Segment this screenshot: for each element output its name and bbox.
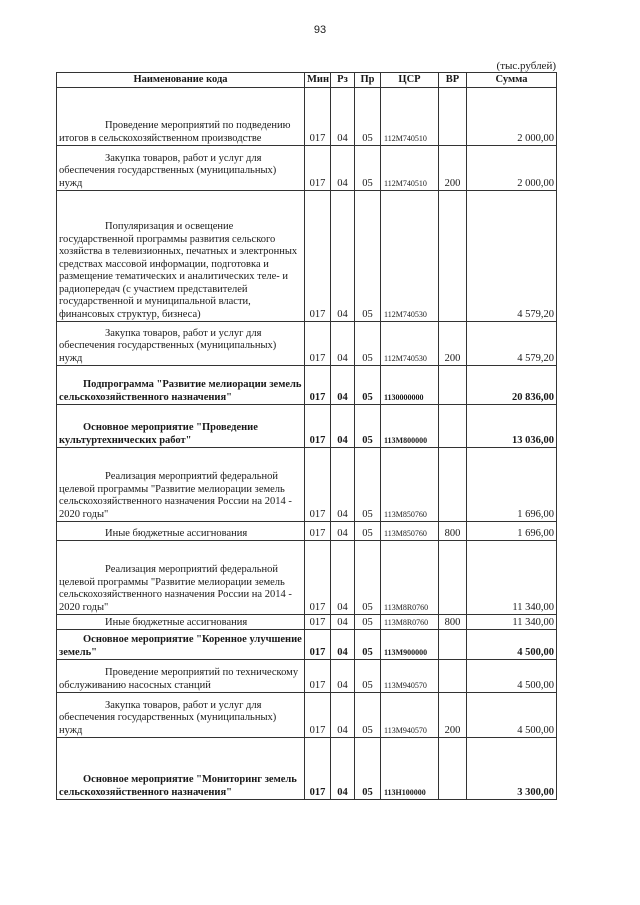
row-sum-cell: 4 579,20	[467, 322, 557, 366]
header-min: Мин	[305, 73, 331, 88]
row-pr-cell: 05	[355, 630, 381, 660]
units-label: (тыс.рублей)	[496, 60, 556, 72]
row-sum-cell: 20 836,00	[467, 366, 557, 405]
row-min-cell: 017	[305, 522, 331, 541]
row-min-cell: 017	[305, 693, 331, 738]
row-vr-cell	[439, 660, 467, 693]
row-sum-cell: 11 340,00	[467, 615, 557, 630]
header-csr: ЦСР	[381, 73, 439, 88]
row-min-cell: 017	[305, 405, 331, 448]
row-pr-cell: 05	[355, 522, 381, 541]
row-name-cell: Иные бюджетные ассигнования	[57, 522, 305, 541]
row-pr-cell: 05	[355, 405, 381, 448]
row-pr-cell: 05	[355, 88, 381, 146]
row-min-cell: 017	[305, 322, 331, 366]
table-header-row	[57, 73, 557, 88]
table-row	[57, 630, 557, 660]
row-rz-cell: 04	[331, 322, 355, 366]
row-vr-cell: 200	[439, 693, 467, 738]
row-sum-cell: 1 696,00	[467, 522, 557, 541]
row-sum-cell: 4 500,00	[467, 630, 557, 660]
row-vr-cell	[439, 191, 467, 322]
row-csr-cell: 113М940570	[381, 660, 439, 693]
row-rz-cell: 04	[331, 630, 355, 660]
row-vr-cell: 200	[439, 322, 467, 366]
row-name-cell: Основное мероприятие "Проведение культуртехнических работ"	[57, 405, 305, 448]
row-rz-cell: 04	[331, 738, 355, 800]
table-row	[57, 615, 557, 630]
row-pr-cell: 05	[355, 366, 381, 405]
row-name-cell: Иные бюджетные ассигнования	[57, 615, 305, 630]
row-vr-cell: 200	[439, 146, 467, 191]
row-min-cell: 017	[305, 630, 331, 660]
row-csr-cell: 112М740530	[381, 322, 439, 366]
row-pr-cell: 05	[355, 322, 381, 366]
row-pr-cell: 05	[355, 541, 381, 615]
row-name-cell: Подпрограмма "Развитие мелиорации земель сельскохозяйственного назначения"	[57, 366, 305, 405]
row-name-cell: Реализация мероприятий федеральной целевой программы "Развитие мелиорации земель сельскохозяйственного назначения России на 2014 - 2020 годы"	[57, 541, 305, 615]
row-csr-cell: 113М8R0760	[381, 541, 439, 615]
row-sum-cell: 13 036,00	[467, 405, 557, 448]
row-vr-cell	[439, 405, 467, 448]
row-min-cell: 017	[305, 660, 331, 693]
row-name-cell: Реализация мероприятий федеральной целевой программы "Развитие мелиорации земель сельскохозяйственного назначения России на 2014 - 2020 годы"	[57, 448, 305, 522]
table-row	[57, 693, 557, 738]
row-rz-cell: 04	[331, 405, 355, 448]
row-sum-cell: 4 500,00	[467, 693, 557, 738]
row-pr-cell: 05	[355, 738, 381, 800]
row-csr-cell: 113М940570	[381, 693, 439, 738]
row-csr-cell: 113М900000	[381, 630, 439, 660]
row-csr-cell: 112М740510	[381, 146, 439, 191]
row-vr-cell: 800	[439, 615, 467, 630]
table-row	[57, 146, 557, 191]
row-pr-cell: 05	[355, 146, 381, 191]
header-sum: Сумма	[467, 73, 557, 88]
row-rz-cell: 04	[331, 693, 355, 738]
table-row	[57, 541, 557, 615]
table-row	[57, 191, 557, 322]
row-min-cell: 017	[305, 366, 331, 405]
row-vr-cell: 800	[439, 522, 467, 541]
row-vr-cell	[439, 448, 467, 522]
header-pr: Пр	[355, 73, 381, 88]
row-vr-cell	[439, 366, 467, 405]
row-rz-cell: 04	[331, 448, 355, 522]
row-rz-cell: 04	[331, 88, 355, 146]
row-sum-cell: 4 579,20	[467, 191, 557, 322]
row-sum-cell: 4 500,00	[467, 660, 557, 693]
row-min-cell: 017	[305, 615, 331, 630]
header-name: Наименование кода	[57, 73, 305, 88]
row-name-cell: Основное мероприятие "Коренное улучшение земель"	[57, 630, 305, 660]
row-pr-cell: 05	[355, 448, 381, 522]
row-vr-cell	[439, 738, 467, 800]
table-row	[57, 322, 557, 366]
row-sum-cell: 11 340,00	[467, 541, 557, 615]
table-row	[57, 738, 557, 800]
table-row	[57, 448, 557, 522]
row-min-cell: 017	[305, 541, 331, 615]
row-vr-cell	[439, 541, 467, 615]
row-name-cell: Проведение мероприятий по техническому обслуживанию насосных станций	[57, 660, 305, 693]
row-rz-cell: 04	[331, 522, 355, 541]
row-rz-cell: 04	[331, 660, 355, 693]
row-pr-cell: 05	[355, 693, 381, 738]
row-sum-cell: 2 000,00	[467, 146, 557, 191]
row-csr-cell: 113М800000	[381, 405, 439, 448]
row-name-cell: Закупка товаров, работ и услуг для обеспечения государственных (муниципальных) нужд	[57, 322, 305, 366]
row-rz-cell: 04	[331, 366, 355, 405]
header-rz: Рз	[331, 73, 355, 88]
table-row	[57, 88, 557, 146]
row-min-cell: 017	[305, 738, 331, 800]
row-csr-cell: 113М850760	[381, 448, 439, 522]
row-rz-cell: 04	[331, 541, 355, 615]
header-vr: ВР	[439, 73, 467, 88]
row-rz-cell: 04	[331, 191, 355, 322]
table-row	[57, 405, 557, 448]
table-row	[57, 522, 557, 541]
row-min-cell: 017	[305, 191, 331, 322]
row-min-cell: 017	[305, 146, 331, 191]
page-number: 93	[313, 24, 327, 36]
row-name-cell: Популяризация и освещение государственной программы развития сельского хозяйства в телевизионных, печатных и электронных средствах массовой информации, подготовка и размещение тематических и аналитических теле- и радиопередач (с участием представителей государственной и муниципальной власти, финансовых структур, бизнеса)	[57, 191, 305, 322]
table-row	[57, 660, 557, 693]
budget-table	[56, 72, 557, 800]
row-name-cell: Закупка товаров, работ и услуг для обеспечения государственных (муниципальных) нужд	[57, 146, 305, 191]
row-csr-cell: 1130000000	[381, 366, 439, 405]
row-rz-cell: 04	[331, 146, 355, 191]
table-row	[57, 366, 557, 405]
row-min-cell: 017	[305, 88, 331, 146]
row-rz-cell: 04	[331, 615, 355, 630]
row-vr-cell	[439, 88, 467, 146]
row-sum-cell: 3 300,00	[467, 738, 557, 800]
row-csr-cell: 112М740510	[381, 88, 439, 146]
row-pr-cell: 05	[355, 615, 381, 630]
row-vr-cell	[439, 630, 467, 660]
row-min-cell: 017	[305, 448, 331, 522]
row-pr-cell: 05	[355, 660, 381, 693]
row-csr-cell: 112М740530	[381, 191, 439, 322]
row-name-cell: Проведение мероприятий по подведению итогов в сельскохозяйственном производстве	[57, 88, 305, 146]
row-pr-cell: 05	[355, 191, 381, 322]
row-csr-cell: 113М850760	[381, 522, 439, 541]
row-name-cell: Закупка товаров, работ и услуг для обеспечения государственных (муниципальных) нужд	[57, 693, 305, 738]
row-csr-cell: 113Н100000	[381, 738, 439, 800]
row-csr-cell: 113М8R0760	[381, 615, 439, 630]
row-sum-cell: 1 696,00	[467, 448, 557, 522]
row-sum-cell: 2 000,00	[467, 88, 557, 146]
row-name-cell: Основное мероприятие "Мониторинг земель сельскохозяйственного назначения"	[57, 738, 305, 800]
